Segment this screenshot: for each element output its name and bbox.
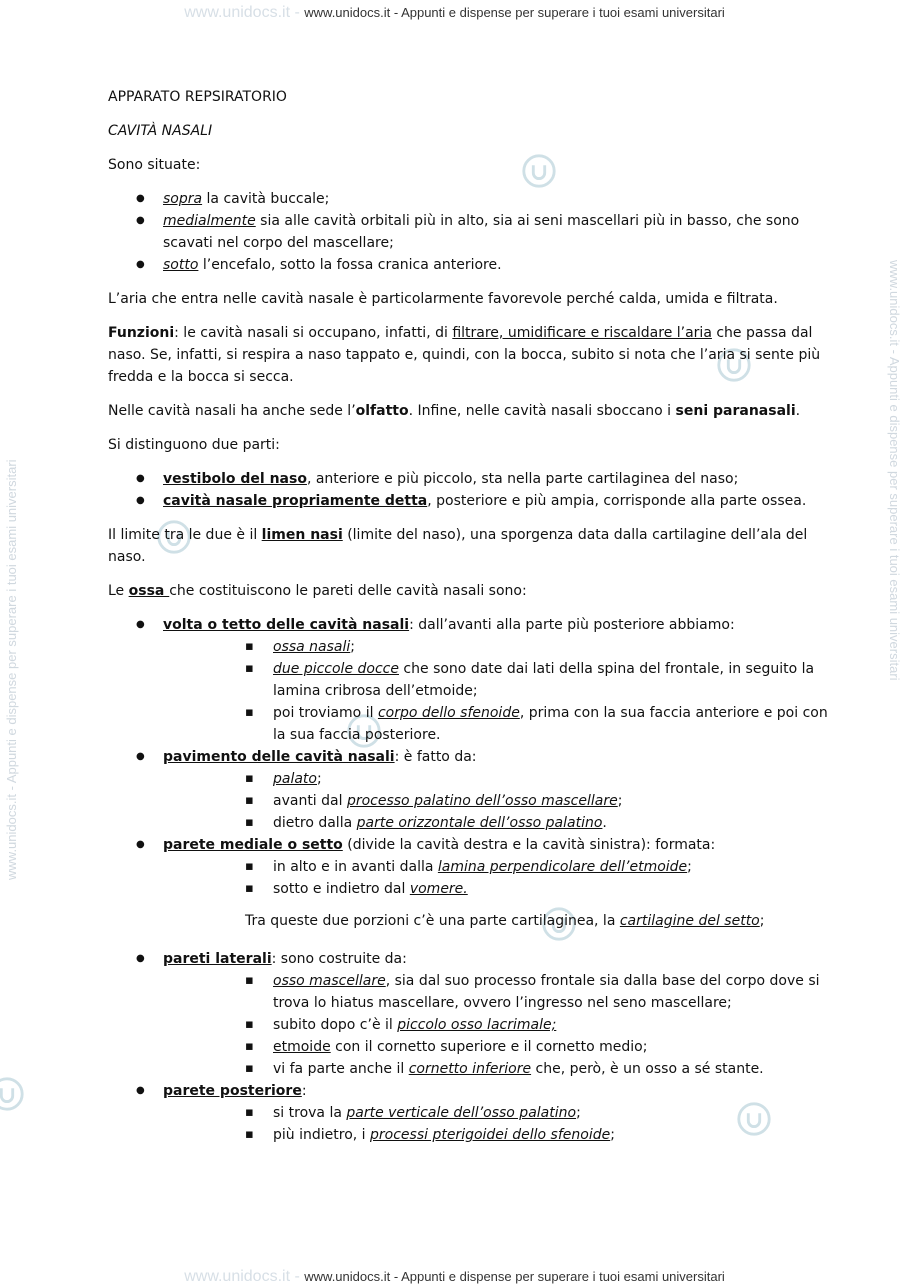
text: . Infine, nelle cavità nasali sboccano i <box>408 403 676 419</box>
sub-list-item <box>163 1036 828 1058</box>
item-text: : dall’avanti alla parte più posteriore abbiamo: <box>409 617 735 633</box>
keyword: pareti laterali <box>163 951 272 967</box>
text: , prima con la sua faccia anteriore e poi con la sua faccia posteriore. <box>273 705 828 743</box>
text: Nelle cavità nasali ha anche sede l’ <box>108 403 356 419</box>
footer-text: www.unidocs.it - Appunti e dispense per superare i tuoi esami universitari <box>304 1269 725 1284</box>
parti-list <box>108 468 828 512</box>
side-watermark-right: www.unidocs.it - Appunti e dispense per superare i tuoi esami universitari <box>887 260 902 681</box>
document-body <box>108 86 828 1158</box>
sub-list <box>163 970 828 1080</box>
text: più indietro, i <box>273 1127 370 1143</box>
sub-list-item <box>163 1124 828 1146</box>
keyword: processo palatino dell’osso mascellare <box>346 793 618 809</box>
text: vi fa parte anche il <box>273 1061 409 1077</box>
text: avanti dal <box>273 793 347 809</box>
text: . <box>795 403 801 419</box>
keyword: cornetto inferiore <box>408 1061 532 1077</box>
keyword: vomere. <box>409 881 468 897</box>
keyword: parete mediale o setto <box>163 837 343 853</box>
header-ghost-text: www.unidocs.it - <box>184 4 305 21</box>
keyword: parte orizzontale dell’osso palatino <box>356 815 603 831</box>
sub-list-item <box>163 878 828 900</box>
situate-list <box>108 188 828 276</box>
keyword: piccolo osso lacrimale; <box>397 1017 557 1033</box>
list-item-volta <box>108 614 828 746</box>
keyword: filtrare, umidificare e riscaldare l’aria <box>452 325 712 341</box>
text: (limite del naso), una sporgenza data dalla cartilagine dell’ala del naso. <box>108 527 808 565</box>
text: ; <box>610 1127 615 1143</box>
paragraph-limite <box>108 524 828 568</box>
item-text: : <box>301 1083 307 1099</box>
keyword: ossa nasali <box>273 639 351 655</box>
setto-note <box>163 910 828 932</box>
sub-list-item <box>163 1058 828 1080</box>
side-watermark-left: www.unidocs.it - Appunti e dispense per superare i tuoi esami universitari <box>4 459 19 880</box>
paragraph-parti: Si distinguono due parti: <box>108 437 280 453</box>
text: sotto e indietro dal <box>273 881 410 897</box>
text: , sia dal suo processo frontale sia dalla base del corpo dove si trova lo hiatus mascellare, ovvero l’ingresso nel seno mascellare; <box>273 973 820 1011</box>
list-item <box>108 210 828 254</box>
keyword: processi pterigoidei dello sfenoide <box>370 1127 611 1143</box>
list-item <box>108 254 828 276</box>
list-item-setto <box>108 834 828 932</box>
text: Tra queste due porzioni c’è una parte cartilaginea, la <box>245 913 620 929</box>
keyword: parte verticale dell’osso palatino <box>346 1105 577 1121</box>
text: in alto e in avanti dalla <box>273 859 438 875</box>
item-text: (divide la cavità destra e la cavità sinistra): formata: <box>342 837 716 853</box>
keyword: pavimento delle cavità nasali <box>163 749 395 765</box>
sub-list <box>163 1102 828 1146</box>
list-item <box>108 490 828 512</box>
text: : le cavità nasali si occupano, infatti, di <box>174 325 453 341</box>
text: ; <box>687 859 692 875</box>
keyword: palato <box>273 771 317 787</box>
document-title: APPARATO REPSIRATORIO <box>108 89 287 105</box>
item-text: , anteriore e più piccolo, sta nella parte cartilaginea del naso; <box>306 471 739 487</box>
keyword: etmoide <box>273 1039 331 1055</box>
ossa-list <box>108 614 828 1146</box>
keyword: osso mascellare <box>273 973 386 989</box>
text: . <box>602 815 607 831</box>
keyword: Funzioni <box>108 325 175 341</box>
list-item-posteriore <box>108 1080 828 1146</box>
page-header <box>0 4 909 22</box>
sub-list-item <box>163 1102 828 1124</box>
keyword: medialmente <box>163 213 256 229</box>
text: che sono date dai lati della spina del frontale, in seguito la lamina cribrosa dell’etmoide; <box>273 661 815 699</box>
page-footer <box>0 1268 909 1286</box>
text: ; <box>617 793 623 809</box>
paragraph-funzioni <box>108 322 828 388</box>
list-item <box>108 468 828 490</box>
footer-ghost-text: www.unidocs.it - <box>184 1268 305 1285</box>
list-item-laterali <box>108 948 828 1080</box>
text: ; <box>350 639 356 655</box>
keyword: due piccole docce <box>273 661 399 677</box>
item-text: l’encefalo, sotto la fossa cranica anteriore. <box>198 257 502 273</box>
keyword: volta o tetto delle cavità nasali <box>163 617 410 633</box>
text: che passa dal naso. Se, infatti, si respira a naso tappato e, quindi, con la bocca, subito si nota che l’aria si sente più fredda e la bocca si secca. <box>108 325 821 385</box>
unidocs-logo-icon <box>0 1075 26 1113</box>
keyword: cartilagine del setto <box>619 913 760 929</box>
keyword: parete posteriore <box>163 1083 302 1099</box>
keyword: sopra <box>163 191 203 207</box>
text: subito dopo c’è il <box>273 1017 398 1033</box>
item-text: sia alle cavità orbitali più in alto, sia ai seni mascellari più in basso, che sono scavati nel corpo del mascellare; <box>163 213 800 251</box>
text: poi troviamo il <box>273 705 378 721</box>
text: ; <box>317 771 322 787</box>
sub-list-item <box>163 856 828 878</box>
keyword: lamina perpendicolare dell’etmoide <box>437 859 688 875</box>
keyword: sotto <box>163 257 199 273</box>
keyword: corpo dello sfenoide <box>377 705 520 721</box>
text: che, però, è un osso a sé stante. <box>531 1061 764 1077</box>
keyword: olfatto <box>355 403 409 419</box>
sub-list-item <box>163 702 828 746</box>
paragraph-ossa <box>108 580 828 602</box>
list-item <box>108 188 828 210</box>
sub-list-item <box>163 636 828 658</box>
sub-list-item <box>163 768 828 790</box>
text: che costituiscono le pareti delle cavità nasali sono: <box>169 583 527 599</box>
keyword: vestibolo del naso <box>163 471 307 487</box>
section-title: CAVITÀ NASALI <box>108 123 213 139</box>
keyword: limen nasi <box>261 527 343 543</box>
sub-list-item <box>163 1014 828 1036</box>
sub-list <box>163 636 828 746</box>
keyword: cavità nasale propriamente detta <box>163 493 428 509</box>
keyword: seni paranasali <box>675 403 796 419</box>
text: con il cornetto superiore e il cornetto medio; <box>330 1039 648 1055</box>
item-text: la cavità buccale; <box>202 191 330 207</box>
text: ; <box>759 913 765 929</box>
text: dietro dalla <box>273 815 357 831</box>
paragraph-olfatto <box>108 400 828 422</box>
text: Le <box>108 583 129 599</box>
paragraph-situate: Sono situate: <box>108 157 201 173</box>
text: si trova la <box>273 1105 347 1121</box>
keyword: ossa <box>128 583 170 599</box>
sub-list-item <box>163 658 828 702</box>
item-text: : è fatto da: <box>394 749 477 765</box>
sub-list-item <box>163 790 828 812</box>
sub-list <box>163 856 828 900</box>
item-text: : sono costruite da: <box>271 951 407 967</box>
paragraph-aria: L’aria che entra nelle cavità nasale è particolarmente favorevole perché calda, umida e filtrata. <box>108 291 778 307</box>
list-item-pavimento <box>108 746 828 834</box>
text: ; <box>576 1105 581 1121</box>
item-text: , posteriore e più ampia, corrisponde alla parte ossea. <box>427 493 807 509</box>
sub-list-item <box>163 970 828 1014</box>
header-text: www.unidocs.it - Appunti e dispense per superare i tuoi esami universitari <box>304 5 725 20</box>
text: Il limite tra le due è il <box>108 527 262 543</box>
sub-list <box>163 768 828 834</box>
sub-list-item <box>163 812 828 834</box>
